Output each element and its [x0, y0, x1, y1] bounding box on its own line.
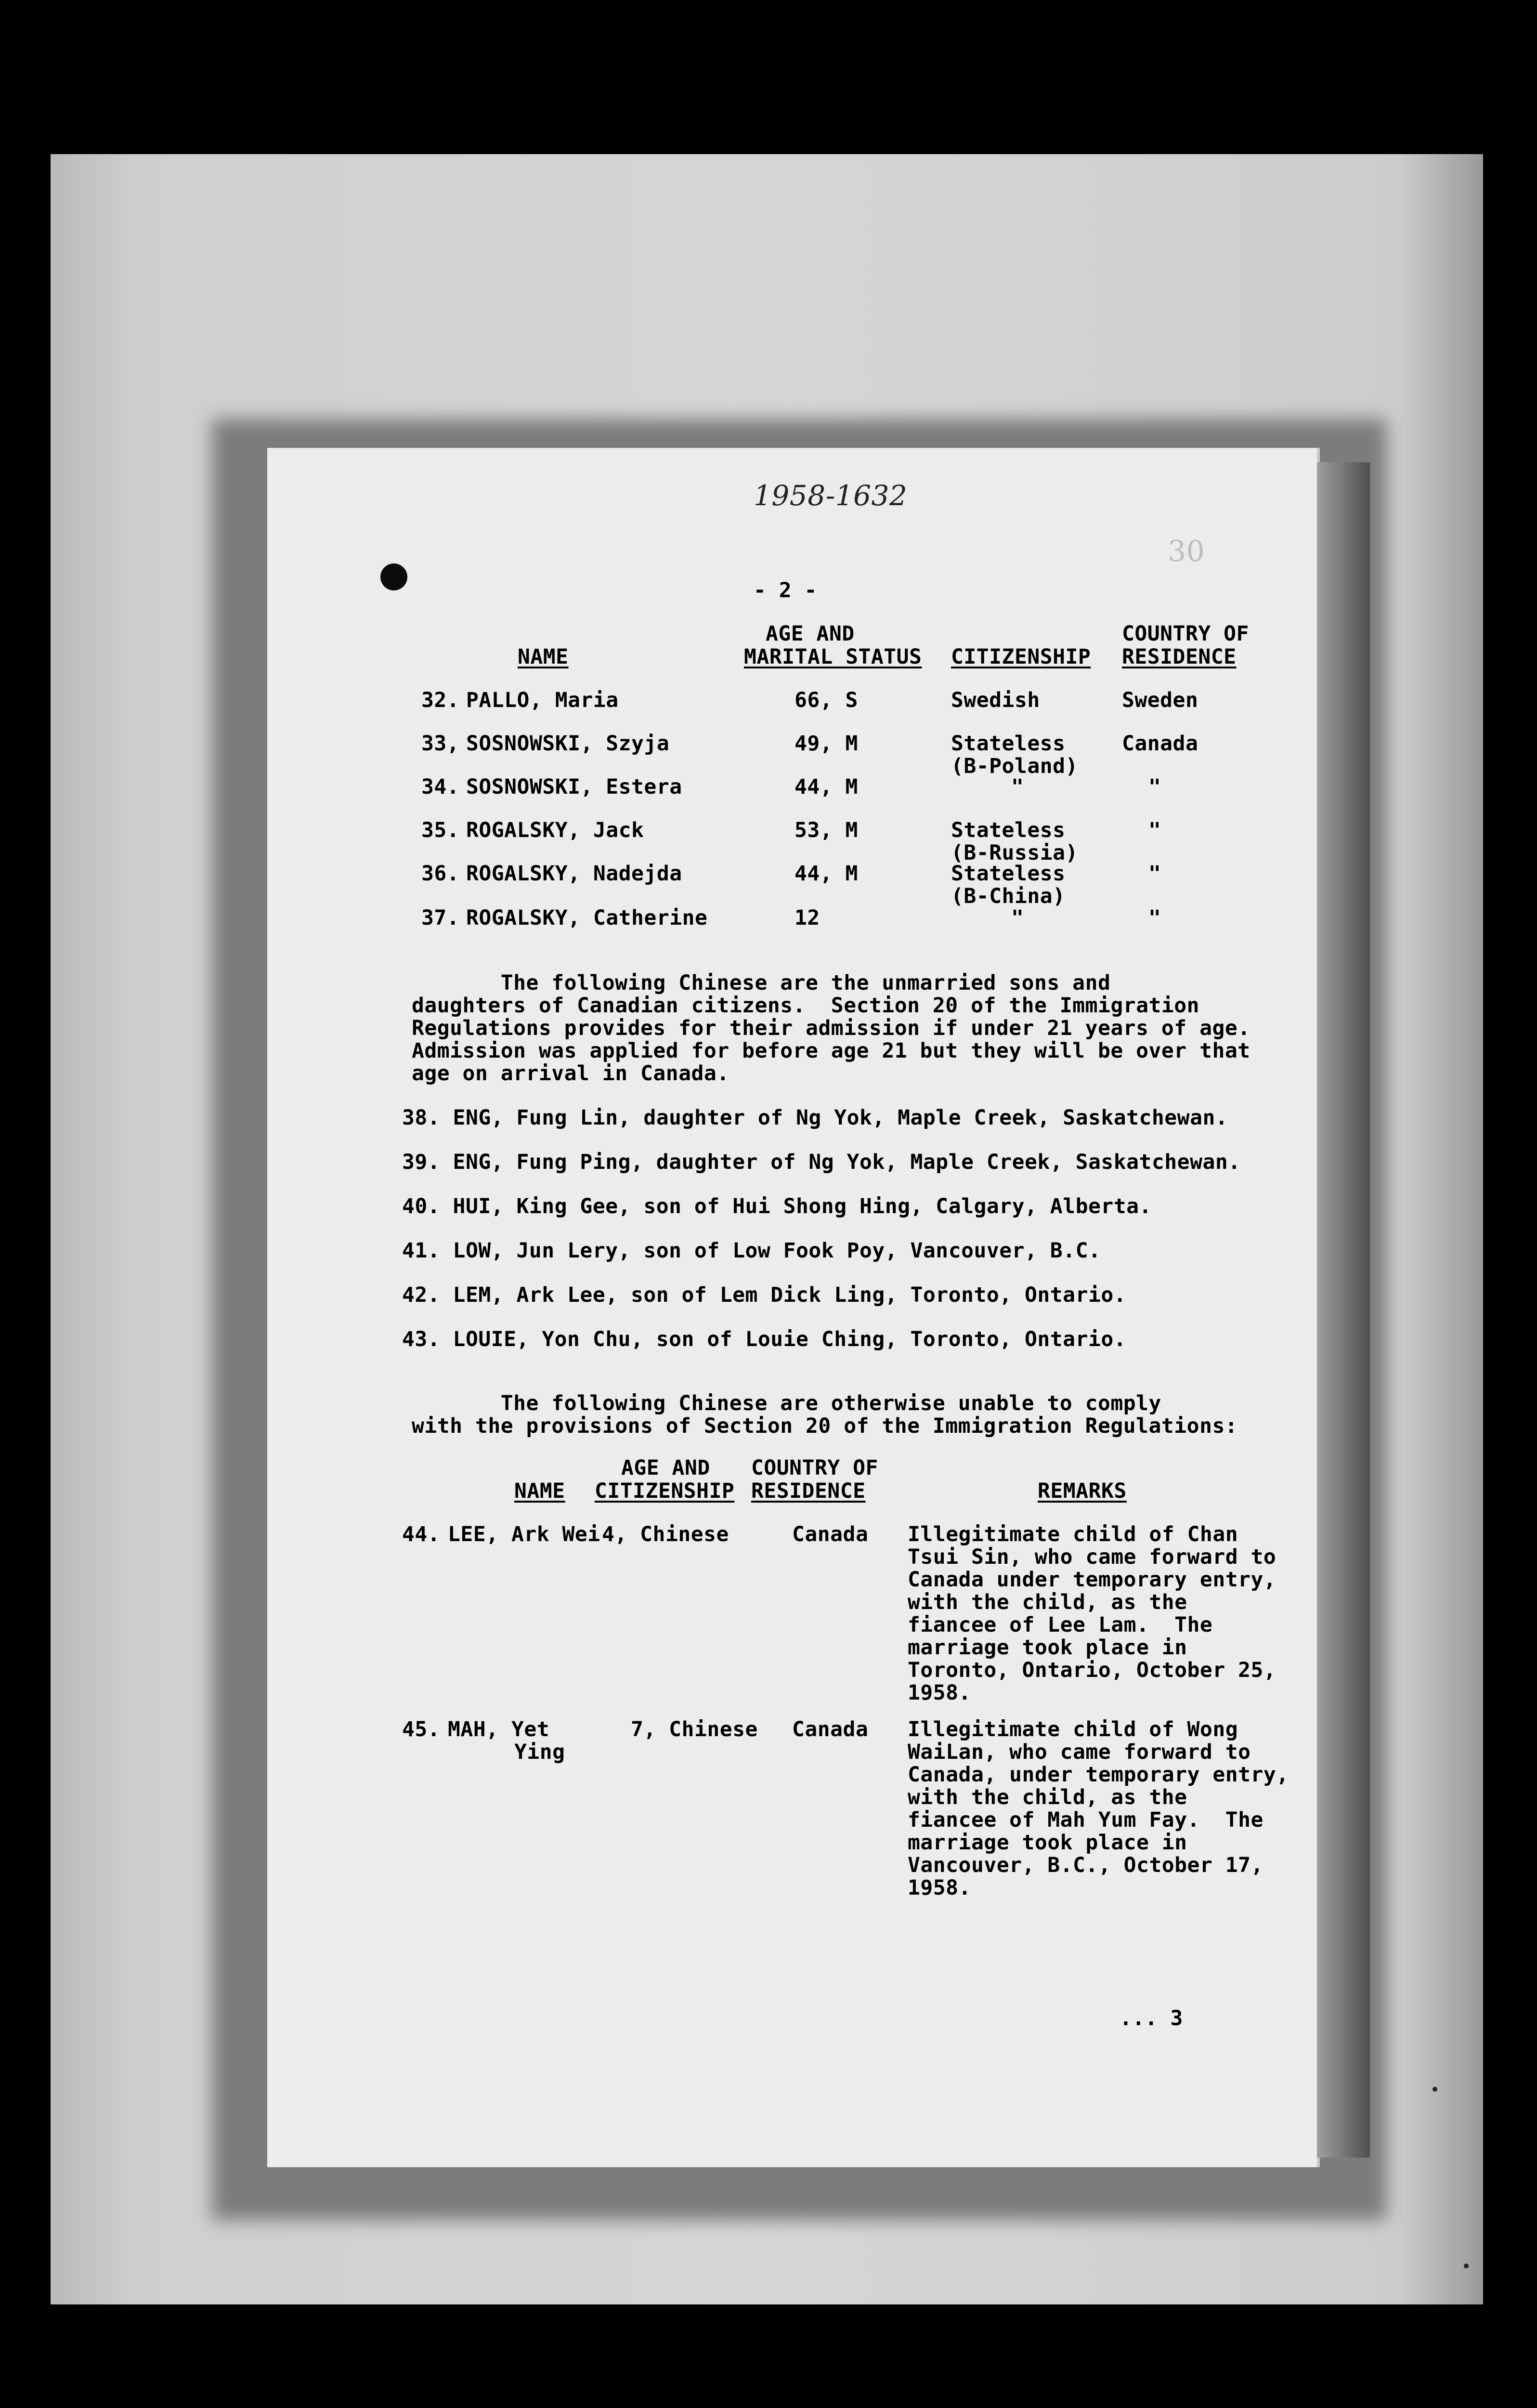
row-country: ": [1148, 775, 1161, 799]
row-age: 44, M: [795, 862, 858, 886]
continuation-marker: ... 3: [1120, 2006, 1183, 2030]
remark-line: marriage took place in: [908, 1831, 1187, 1855]
header-country-line1: COUNTRY OF: [1122, 622, 1249, 646]
list-item: 41. LOW, Jun Lery, son of Low Fook Poy, Vancouver, B.C.: [402, 1239, 1101, 1263]
row-country: Canada: [792, 1717, 869, 1741]
row-citizenship: Stateless: [951, 732, 1066, 756]
paragraph-line: The following Chinese are otherwise unable to comply: [412, 1391, 1161, 1415]
row-number: 32.: [421, 688, 460, 712]
header-age-line1: AGE AND: [766, 622, 855, 646]
remark-line: Canada, under temporary entry,: [908, 1763, 1289, 1787]
row-citizenship: ": [1011, 906, 1024, 930]
remark-line: 1958.: [908, 1681, 971, 1705]
remark-line: Canada under temporary entry,: [908, 1568, 1276, 1592]
remark-line: Illegitimate child of Chan: [908, 1522, 1238, 1546]
header-age-line2: MARITAL STATUS: [744, 645, 922, 669]
row-citizenship-origin: (B-Russia): [951, 841, 1078, 865]
row-name: LEE, Ark Wei: [448, 1522, 600, 1546]
header2-age-line1: AGE AND: [621, 1456, 710, 1480]
remark-line: marriage took place in: [908, 1636, 1187, 1660]
header-country-line2: RESIDENCE: [1122, 645, 1237, 669]
row-age-citizenship: 4, Chinese: [602, 1522, 729, 1546]
header-name: NAME: [518, 645, 569, 669]
paragraph-line: The following Chinese are the unmarried sons and: [412, 971, 1111, 995]
row-citizenship: ": [1011, 775, 1024, 799]
row-age-citizenship: 7, Chinese: [631, 1717, 758, 1741]
header-citizenship: CITIZENSHIP: [951, 645, 1091, 669]
header2-remarks: REMARKS: [1038, 1479, 1127, 1503]
row-number: 44.: [402, 1522, 441, 1546]
row-country: Sweden: [1122, 688, 1198, 712]
list-item: 39. ENG, Fung Ping, daughter of Ng Yok, Maple Creek, Saskatchewan.: [402, 1150, 1241, 1174]
paragraph-line: age on arrival in Canada.: [412, 1061, 729, 1086]
remark-line: with the child, as the: [908, 1590, 1187, 1614]
remark-line: WaiLan, who came forward to: [908, 1740, 1251, 1764]
header2-age-line2: CITIZENSHIP: [595, 1479, 735, 1503]
list-item: 42. LEM, Ark Lee, son of Lem Dick Ling, Toronto, Ontario.: [402, 1283, 1127, 1307]
row-citizenship: Stateless: [951, 862, 1066, 886]
row-number: 35.: [421, 818, 460, 842]
header2-name: NAME: [514, 1479, 565, 1503]
row-age: 49, M: [795, 732, 858, 756]
page-number: - 2 -: [754, 578, 817, 602]
header2-country-line2: RESIDENCE: [751, 1479, 866, 1503]
row-age: 44, M: [795, 775, 858, 799]
row-name: ROGALSKY, Jack: [466, 818, 644, 842]
row-name-continued: Ying: [514, 1740, 565, 1764]
paragraph-line: Admission was applied for before age 21 but they will be over that: [412, 1039, 1250, 1063]
list-item: 43. LOUIE, Yon Chu, son of Louie Ching, Toronto, Ontario.: [402, 1327, 1127, 1351]
dust-speck: [1464, 2264, 1469, 2268]
remark-line: with the child, as the: [908, 1785, 1187, 1809]
row-number: 45.: [402, 1717, 441, 1741]
row-name: ROGALSKY, Nadejda: [466, 862, 682, 886]
row-number: 33,: [421, 732, 460, 756]
handwritten-file-reference: 1958-1632: [754, 479, 908, 512]
remark-line: fiancee of Mah Yum Fay. The: [908, 1808, 1263, 1832]
row-country: ": [1148, 862, 1161, 886]
row-number: 34.: [421, 775, 460, 799]
remark-line: Tsui Sin, who came forward to: [908, 1545, 1276, 1569]
remark-line: Illegitimate child of Wong: [908, 1717, 1238, 1741]
remark-line: Vancouver, B.C., October 17,: [908, 1853, 1263, 1877]
header2-country-line1: COUNTRY OF: [751, 1456, 878, 1480]
row-name: SOSNOWSKI, Szyja: [466, 732, 670, 756]
remark-line: fiancee of Lee Lam. The: [908, 1613, 1213, 1637]
row-country: Canada: [792, 1522, 869, 1546]
row-name: ROGALSKY, Catherine: [466, 906, 708, 930]
page-edge-shadow: [1317, 462, 1370, 2158]
dust-speck: [1433, 2087, 1437, 2092]
row-country: ": [1148, 818, 1161, 842]
paragraph-line: with the provisions of Section 20 of the Immigration Regulations:: [412, 1414, 1238, 1438]
row-citizenship-origin: (B-Poland): [951, 754, 1078, 778]
row-citizenship-origin: (B-China): [951, 884, 1066, 908]
list-item: 40. HUI, King Gee, son of Hui Shong Hing, Calgary, Alberta.: [402, 1194, 1152, 1218]
row-number: 36.: [421, 862, 460, 886]
row-name: MAH, Yet: [448, 1717, 550, 1741]
punch-hole: [380, 563, 407, 590]
row-age: 12: [795, 906, 820, 930]
row-age: 66, S: [795, 688, 858, 712]
paragraph-line: daughters of Canadian citizens. Section 20 of the Immigration: [412, 994, 1200, 1018]
row-age: 53, M: [795, 818, 858, 842]
row-name: SOSNOWSKI, Estera: [466, 775, 682, 799]
folio-stamp: 30: [1168, 535, 1205, 568]
paragraph-line: Regulations provides for their admission if under 21 years of age.: [412, 1016, 1250, 1040]
list-item: 38. ENG, Fung Lin, daughter of Ng Yok, Maple Creek, Saskatchewan.: [402, 1106, 1228, 1130]
row-citizenship: Stateless: [951, 818, 1066, 842]
remark-line: Toronto, Ontario, October 25,: [908, 1658, 1276, 1682]
row-citizenship: Swedish: [951, 688, 1040, 712]
remark-line: 1958.: [908, 1876, 971, 1900]
row-name: PALLO, Maria: [466, 688, 619, 712]
row-country: ": [1148, 906, 1161, 930]
row-number: 37.: [421, 906, 460, 930]
row-country: Canada: [1122, 732, 1198, 756]
